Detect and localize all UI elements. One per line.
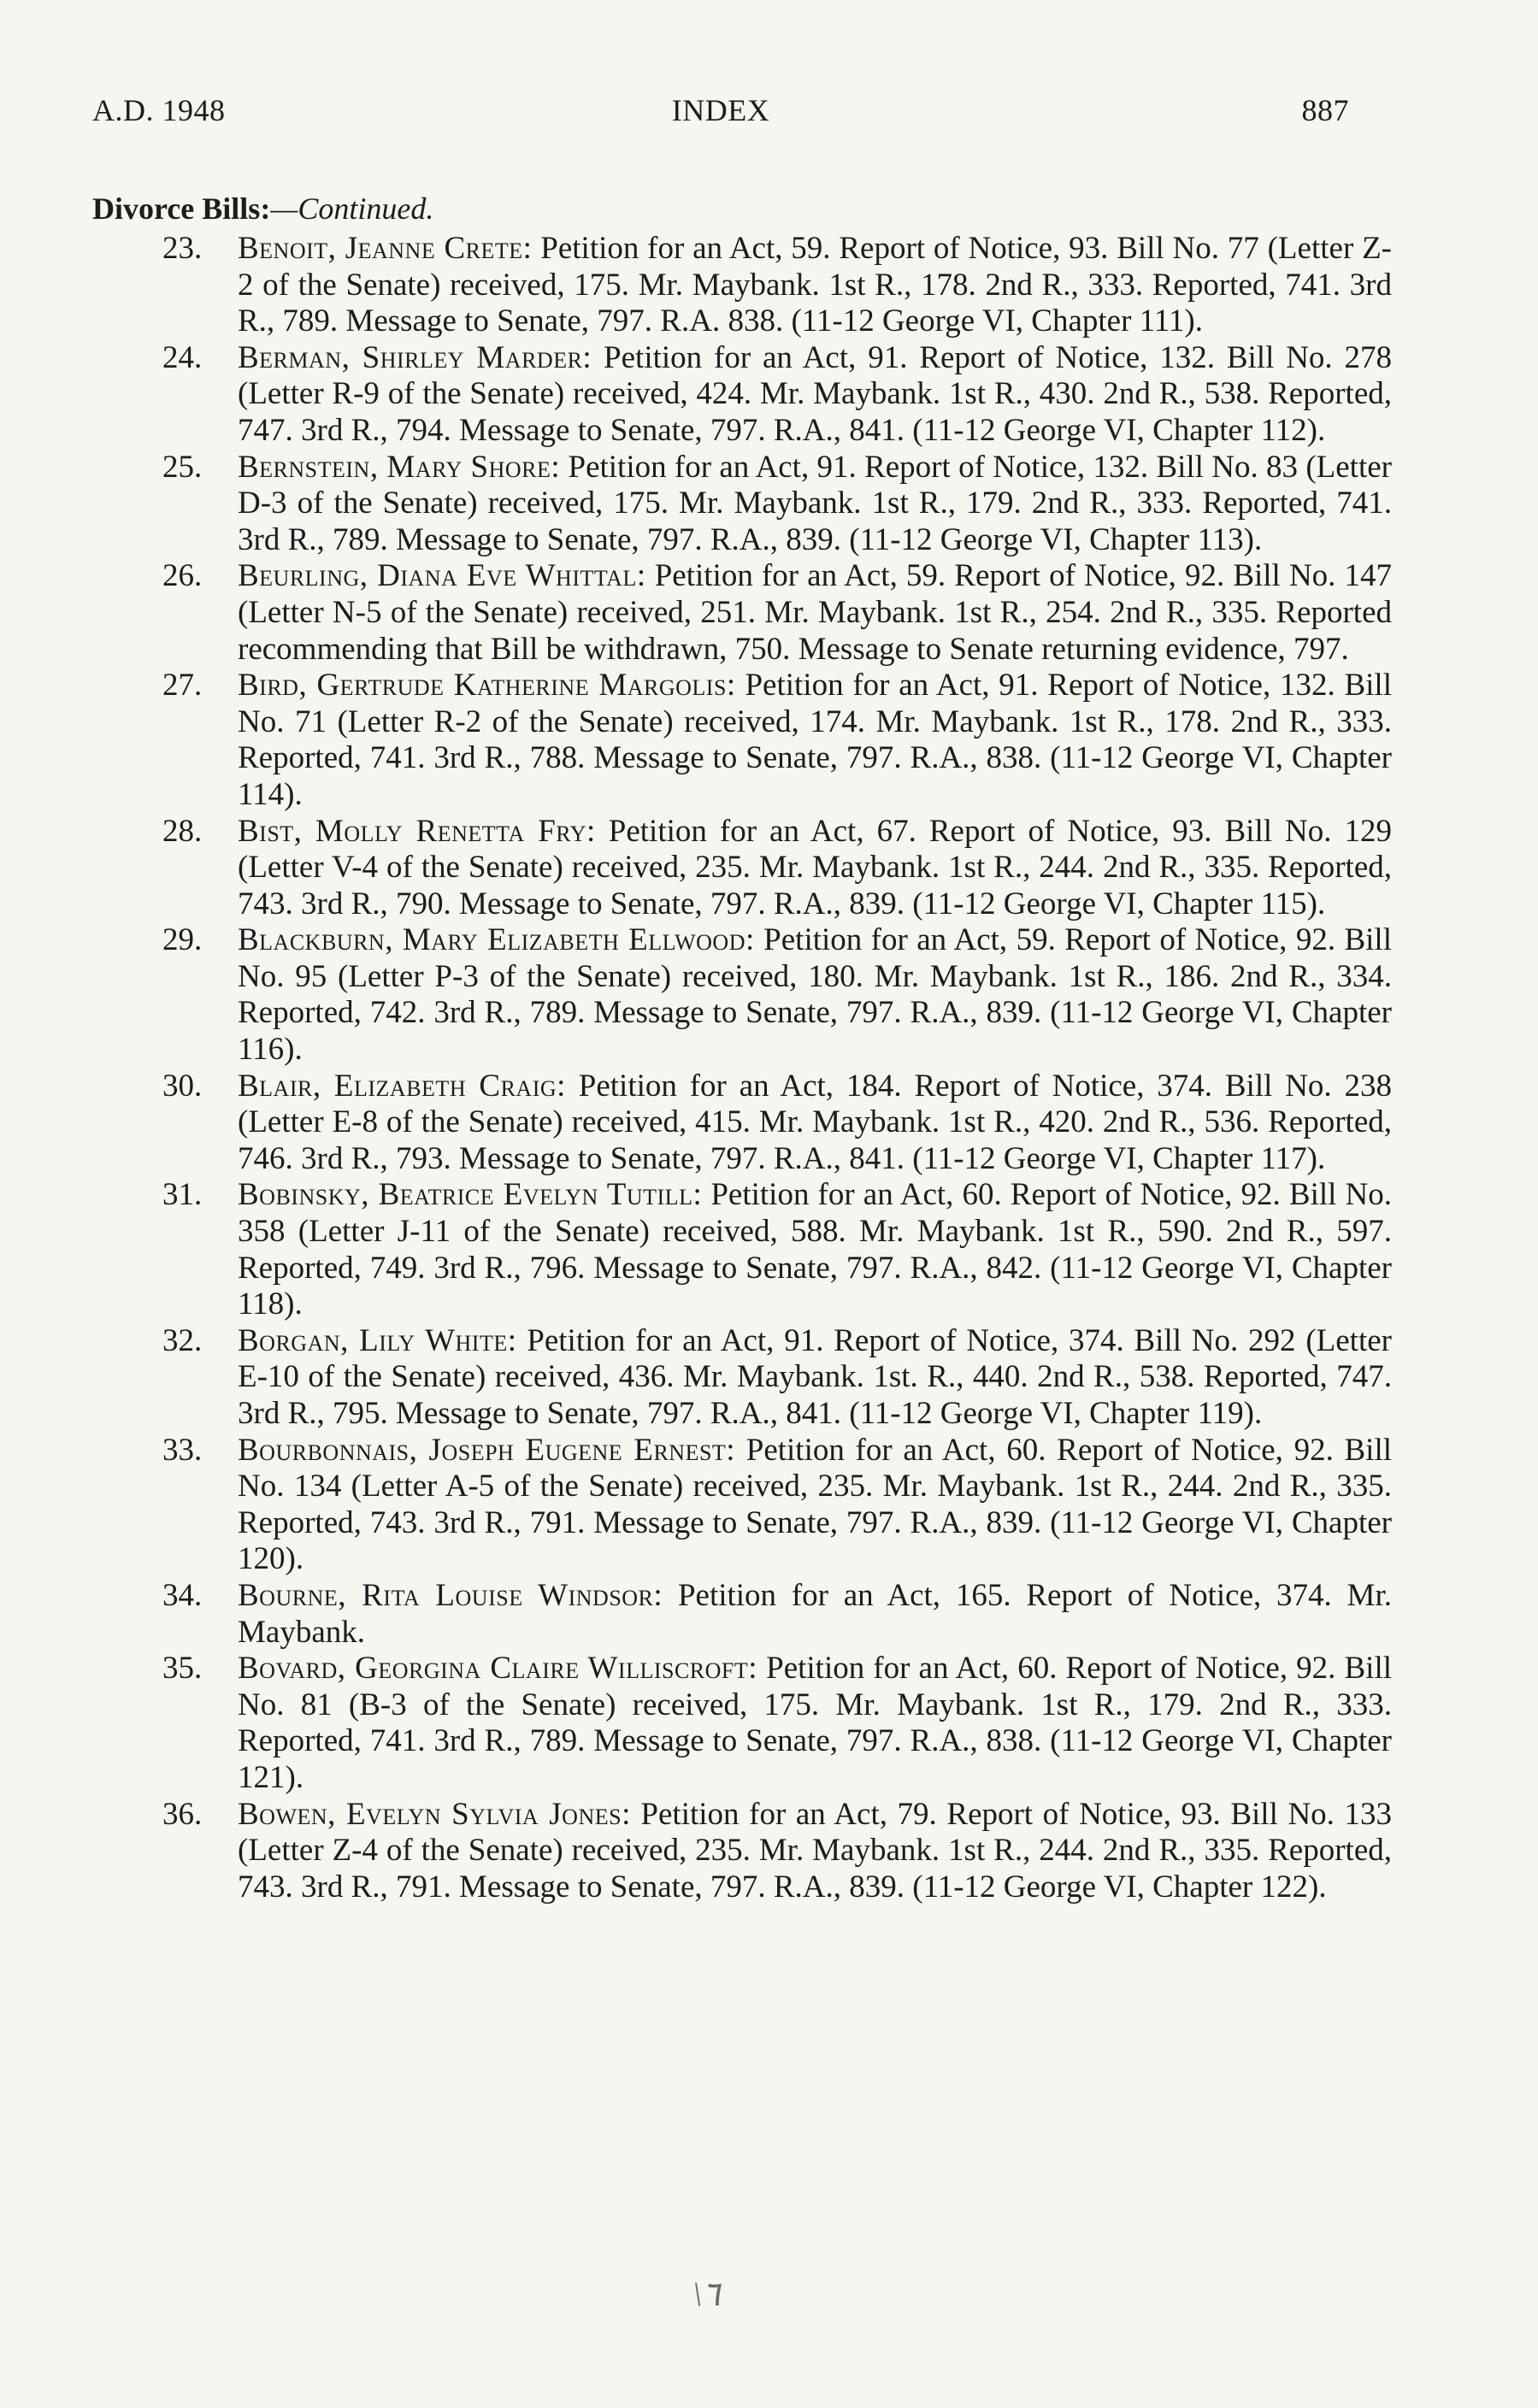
entry-name: Berman, Shirley Marder: bbox=[238, 339, 592, 375]
entry-name: Bowen, Evelyn Sylvia Jones: bbox=[238, 1796, 631, 1832]
entry-name: Blair, Elizabeth Craig: bbox=[238, 1068, 566, 1104]
handwritten-mark: \٦ bbox=[692, 2275, 721, 2313]
entry-name: Blackburn, Mary Elizabeth Ellwood: bbox=[238, 922, 755, 958]
entry-text: Petition for an Act, 184. Report of Notice, 374. Bill No. 238 (Letter E-8 of the Senate) received, 415. Mr. Maybank. 1st R., 420. 2nd R., 536. Reported, 746. 3rd R., 793. Message to Senate, 797. R.A., 841. (11-12 George VI, Chapter 117). bbox=[238, 1068, 1393, 1176]
entry-text: Petition for an Act, 60. Report of Notice, 92. Bill No. 81 (B-3 of the Senate) received, 175. Mr. Maybank. 1st R., 179. 2nd R., 333. Reported, 741. 3rd R., 789. Message to Senate, 797. R.A., 838. (11-12 George VI, Chapter 121). bbox=[238, 1651, 1392, 1795]
entry-name: Bourne, Rita Louise Windsor: bbox=[238, 1577, 663, 1613]
entry-name: Bird, Gertrude Katherine Margolis: bbox=[238, 668, 736, 704]
entry-text: Petition for an Act, 91. Report of Notice, 132. Bill No. 278 (Letter R-9 of the Senate) received, 424. Mr. Maybank. 1st R., 430. 2nd R., 538. Reported, 747. 3rd R., 794. Message to Senate, 797. R.A., 841. (11-12 George VI, Chapter 112). bbox=[238, 339, 1393, 448]
index-entry bbox=[92, 1323, 1392, 1433]
entry-number: 26. bbox=[162, 558, 203, 594]
entry-text: Petition for an Act, 79. Report of Notice, 93. Bill No. 133 (Letter Z-4 of the Senate) received, 235. Mr. Maybank. 1st R., 244. 2nd R., 335. Reported, 743. 3rd R., 791. Message to Senate, 797. R.A., 839. (11-12 George VI, Chapter 122). bbox=[238, 1796, 1392, 1905]
entry-number: 32. bbox=[162, 1322, 203, 1358]
running-header bbox=[92, 92, 1349, 135]
entry-number: 29. bbox=[162, 922, 203, 958]
entry-number: 35. bbox=[162, 1651, 203, 1687]
header-title: INDEX bbox=[671, 93, 770, 127]
section-heading-label: Divorce Bills: bbox=[92, 191, 271, 226]
entry-number: 34. bbox=[162, 1577, 203, 1613]
index-entry bbox=[92, 231, 1392, 340]
entry-name: Bourbonnais, Joseph Eugene Ernest: bbox=[238, 1432, 736, 1468]
entry-text: Petition for an Act, 91. Report of Notice, 132. Bill No. 83 (Letter D-3 of the Senate) received, 175. Mr. Maybank. 1st R., 179. 2nd R., 333. Reported, 741. 3rd R., 789. Message to Senate, 797. R.A., 839. (11-12 George VI, Chapter 113). bbox=[238, 449, 1392, 557]
entry-name: Bobinsky, Beatrice Evelyn Tutill: bbox=[238, 1177, 703, 1213]
entry-name: Bist, Molly Renetta Fry: bbox=[238, 813, 596, 849]
entry-text: Petition for an Act, 59. Report of Notice, 92. Bill No. 95 (Letter P-3 of the Senate) received, 180. Mr. Maybank. 1st R., 186. 2nd R., 334. Reported, 742. 3rd R., 789. Message to Senate, 797. R.A., 839. (11-12 George VI, Chapter 116). bbox=[238, 922, 1392, 1068]
entry-number: 31. bbox=[162, 1177, 203, 1213]
index-entry bbox=[92, 450, 1392, 559]
index-entry bbox=[92, 668, 1392, 813]
entry-list bbox=[92, 231, 1393, 1905]
entry-text: Petition for an Act, 59. Report of Notice, 92. Bill No. 147 (Letter N-5 of the Senate) received, 251. Mr. Maybank. 1st R., 254. 2nd R., 335. Reported recommending that Bill be withdrawn, 750. Message to Senate returning evidence, 797. bbox=[238, 558, 1393, 667]
index-entry bbox=[92, 922, 1392, 1068]
entry-name: Borgan, Lily White: bbox=[238, 1322, 517, 1358]
entry-number: 23. bbox=[162, 231, 203, 266]
entry-text: Petition for an Act, 165. Report of Notice, 374. Mr. Maybank. bbox=[238, 1577, 1392, 1650]
entry-number: 24. bbox=[162, 339, 203, 375]
index-entry bbox=[92, 814, 1392, 923]
entry-text: Petition for an Act, 91. Report of Notice, 132. Bill No. 71 (Letter R-2 of the Senate) received, 174. Mr. Maybank. 1st R., 178. 2nd R., 333. Reported, 741. 3rd R., 788. Message to Senate, 797. R.A., 838. (11-12 George VI, Chapter 114). bbox=[238, 668, 1392, 812]
page-number: 887 bbox=[1301, 93, 1349, 127]
entry-text: Petition for an Act, 59. Report of Notice, 93. Bill No. 77 (Letter Z-2 of the Senate) received, 175. Mr. Maybank. 1st R., 178. 2nd R., 333. Reported, 741. 3rd R., 789. Message to Senate, 797. R.A. 838. (11-12 George VI, Chapter 111). bbox=[238, 231, 1392, 339]
index-entry bbox=[92, 1578, 1392, 1651]
section-heading bbox=[92, 190, 433, 227]
header-year: A.D. 1948 bbox=[92, 93, 226, 127]
index-entry bbox=[92, 1177, 1392, 1322]
entry-name: Benoit, Jeanne Crete: bbox=[238, 231, 533, 266]
index-entry bbox=[92, 1651, 1392, 1796]
entry-text: Petition for an Act, 67. Report of Notice, 93. Bill No. 129 (Letter V-4 of the Senate) received, 235. Mr. Maybank. 1st R., 244. 2nd R., 335. Reported, 743. 3rd R., 790. Message to Senate, 797. R.A., 839. (11-12 George VI, Chapter 115). bbox=[238, 813, 1392, 921]
entry-name: Bovard, Georgina Claire Williscroft: bbox=[238, 1651, 758, 1687]
index-entry bbox=[92, 1069, 1392, 1178]
entry-number: 30. bbox=[162, 1068, 203, 1104]
index-entry bbox=[92, 1433, 1392, 1578]
entry-text: Petition for an Act, 60. Report of Notice, 92. Bill No. 134 (Letter A-5 of the Senate) received, 235. Mr. Maybank. 1st R., 244. 2nd R., 335. Reported, 743. 3rd R., 791. Message to Senate, 797. R.A., 839. (11-12 George VI, Chapter 120). bbox=[238, 1432, 1393, 1577]
entry-number: 27. bbox=[162, 668, 203, 704]
index-entry bbox=[92, 558, 1392, 668]
entry-number: 33. bbox=[162, 1432, 203, 1468]
section-heading-continued: —Continued. bbox=[270, 191, 434, 226]
index-entry bbox=[92, 340, 1392, 450]
entry-name: Beurling, Diana Eve Whittal: bbox=[238, 558, 646, 594]
entry-text: Petition for an Act, 91. Report of Notice, 374. Bill No. 292 (Letter E-10 of the Senate) received, 436. Mr. Maybank. 1st. R., 440. 2nd R., 538. Reported, 747. 3rd R., 795. Message to Senate, 797. R.A., 841. (11-12 George VI, Chapter 119). bbox=[238, 1322, 1392, 1431]
entry-number: 28. bbox=[162, 813, 203, 849]
entry-name: Bernstein, Mary Shore: bbox=[238, 449, 561, 485]
index-entry bbox=[92, 1797, 1392, 1906]
entry-number: 36. bbox=[162, 1796, 203, 1832]
entry-text: Petition for an Act, 60. Report of Notice, 92. Bill No. 358 (Letter J-11 of the Senate) received, 588. Mr. Maybank. 1st R., 590. 2nd R., 597. Reported, 749. 3rd R., 796. Message to Senate, 797. R.A., 842. (11-12 George VI, Chapter 118). bbox=[238, 1177, 1392, 1322]
entry-number: 25. bbox=[162, 449, 203, 485]
